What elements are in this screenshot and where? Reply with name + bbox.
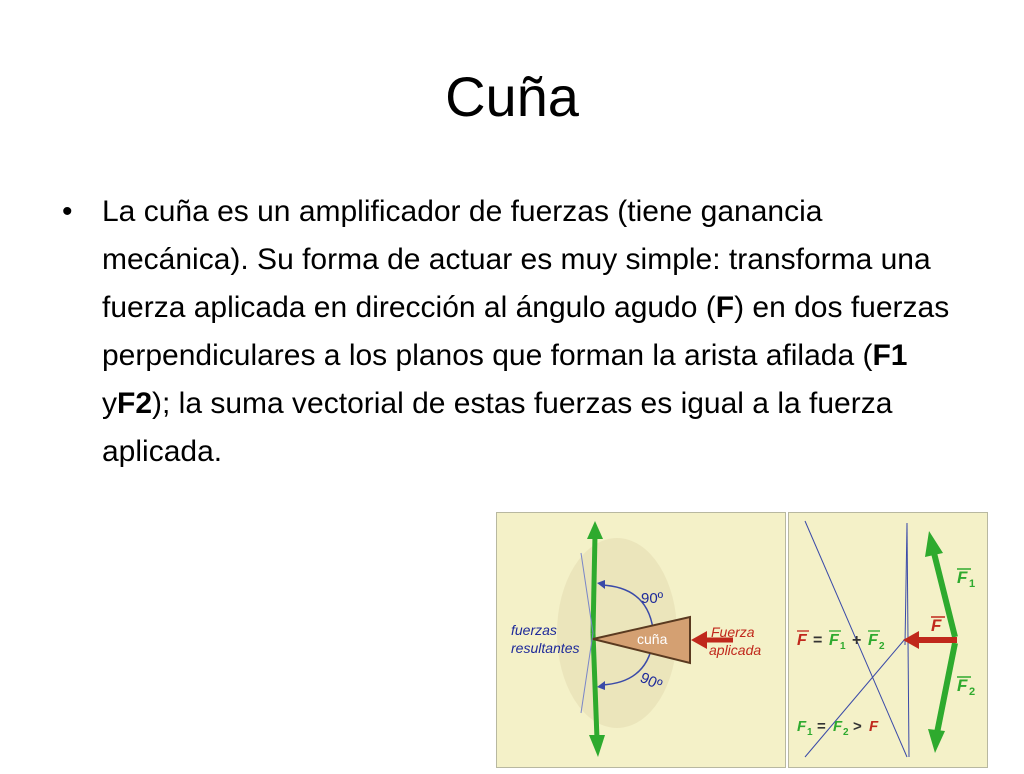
bold-force-f: F [715,291,735,324]
text-segment: ) en dos fuerzas perpendiculares a los planos que forman la arista afilada ( [102,291,950,372]
cmp-f2: F [833,718,843,735]
angle-label-top: 90º [641,590,664,607]
resultant-arrowhead-down [589,735,605,757]
vector-sum-equation [797,631,885,652]
cmp-f1: F [797,718,807,735]
applied-label-line2: aplicada [709,642,762,658]
applied-label-line1: Fuerza [711,624,755,640]
eq-f: F [797,632,807,649]
wedge-figure [496,512,988,768]
bold-force-f1: F1 [872,339,908,372]
angle-label-bottom: 90º [637,669,665,694]
vector-sum-panel [788,512,988,768]
f2-arrow [937,643,955,733]
eq-f2-sub: 2 [879,641,885,652]
text-segment: y [102,387,117,420]
f2-subscript: 2 [969,686,976,698]
f2-arrowhead [928,729,945,753]
resultant-label-line2: resultantes [511,640,580,656]
eq-f1: F [829,632,839,649]
f2-label: F [957,676,968,695]
slide-title: Cuña [445,65,579,128]
wedge-diagram-panel [496,512,786,768]
wedge-label: cuña [637,631,668,647]
text-segment: ); la suma vectorial de estas fuerzas es igual a la fuerza aplicada. [102,387,893,468]
eq-f1-sub: 1 [840,641,846,652]
resultant-arrowhead-up [587,521,603,539]
construction-line [805,639,905,757]
cmp-f: F [869,718,879,735]
cmp-equals: = [817,718,826,735]
applied-force-arrowhead [691,631,707,649]
f1-label: F [957,568,968,587]
bold-force-f2: F2 [117,387,153,420]
cmp-f1-sub: 1 [807,727,813,738]
text-segment: La cuña es un amplificador de fuerzas (tiene ganancia mecánica). Su forma de actuar es muy simple: transforma una fuerza aplicada en dirección al ángulo agudo ( [102,195,931,324]
resultant-label-line1: fuerzas [511,622,557,638]
resultant-arrow-up [593,535,595,633]
cmp-f2-sub: 2 [843,727,849,738]
bullet-text [102,188,952,476]
f1-arrowhead [925,531,943,557]
eq-f2: F [868,632,878,649]
magnitude-comparison [797,718,879,738]
bullet-dot: • [62,195,73,228]
eq-plus: + [852,632,862,649]
f1-subscript: 1 [969,578,976,590]
wedge-diagram [497,513,787,769]
eq-equals: = [813,632,823,649]
vector-sum-diagram [789,513,989,769]
cmp-gt: > [853,718,862,735]
f-label: F [931,616,942,635]
